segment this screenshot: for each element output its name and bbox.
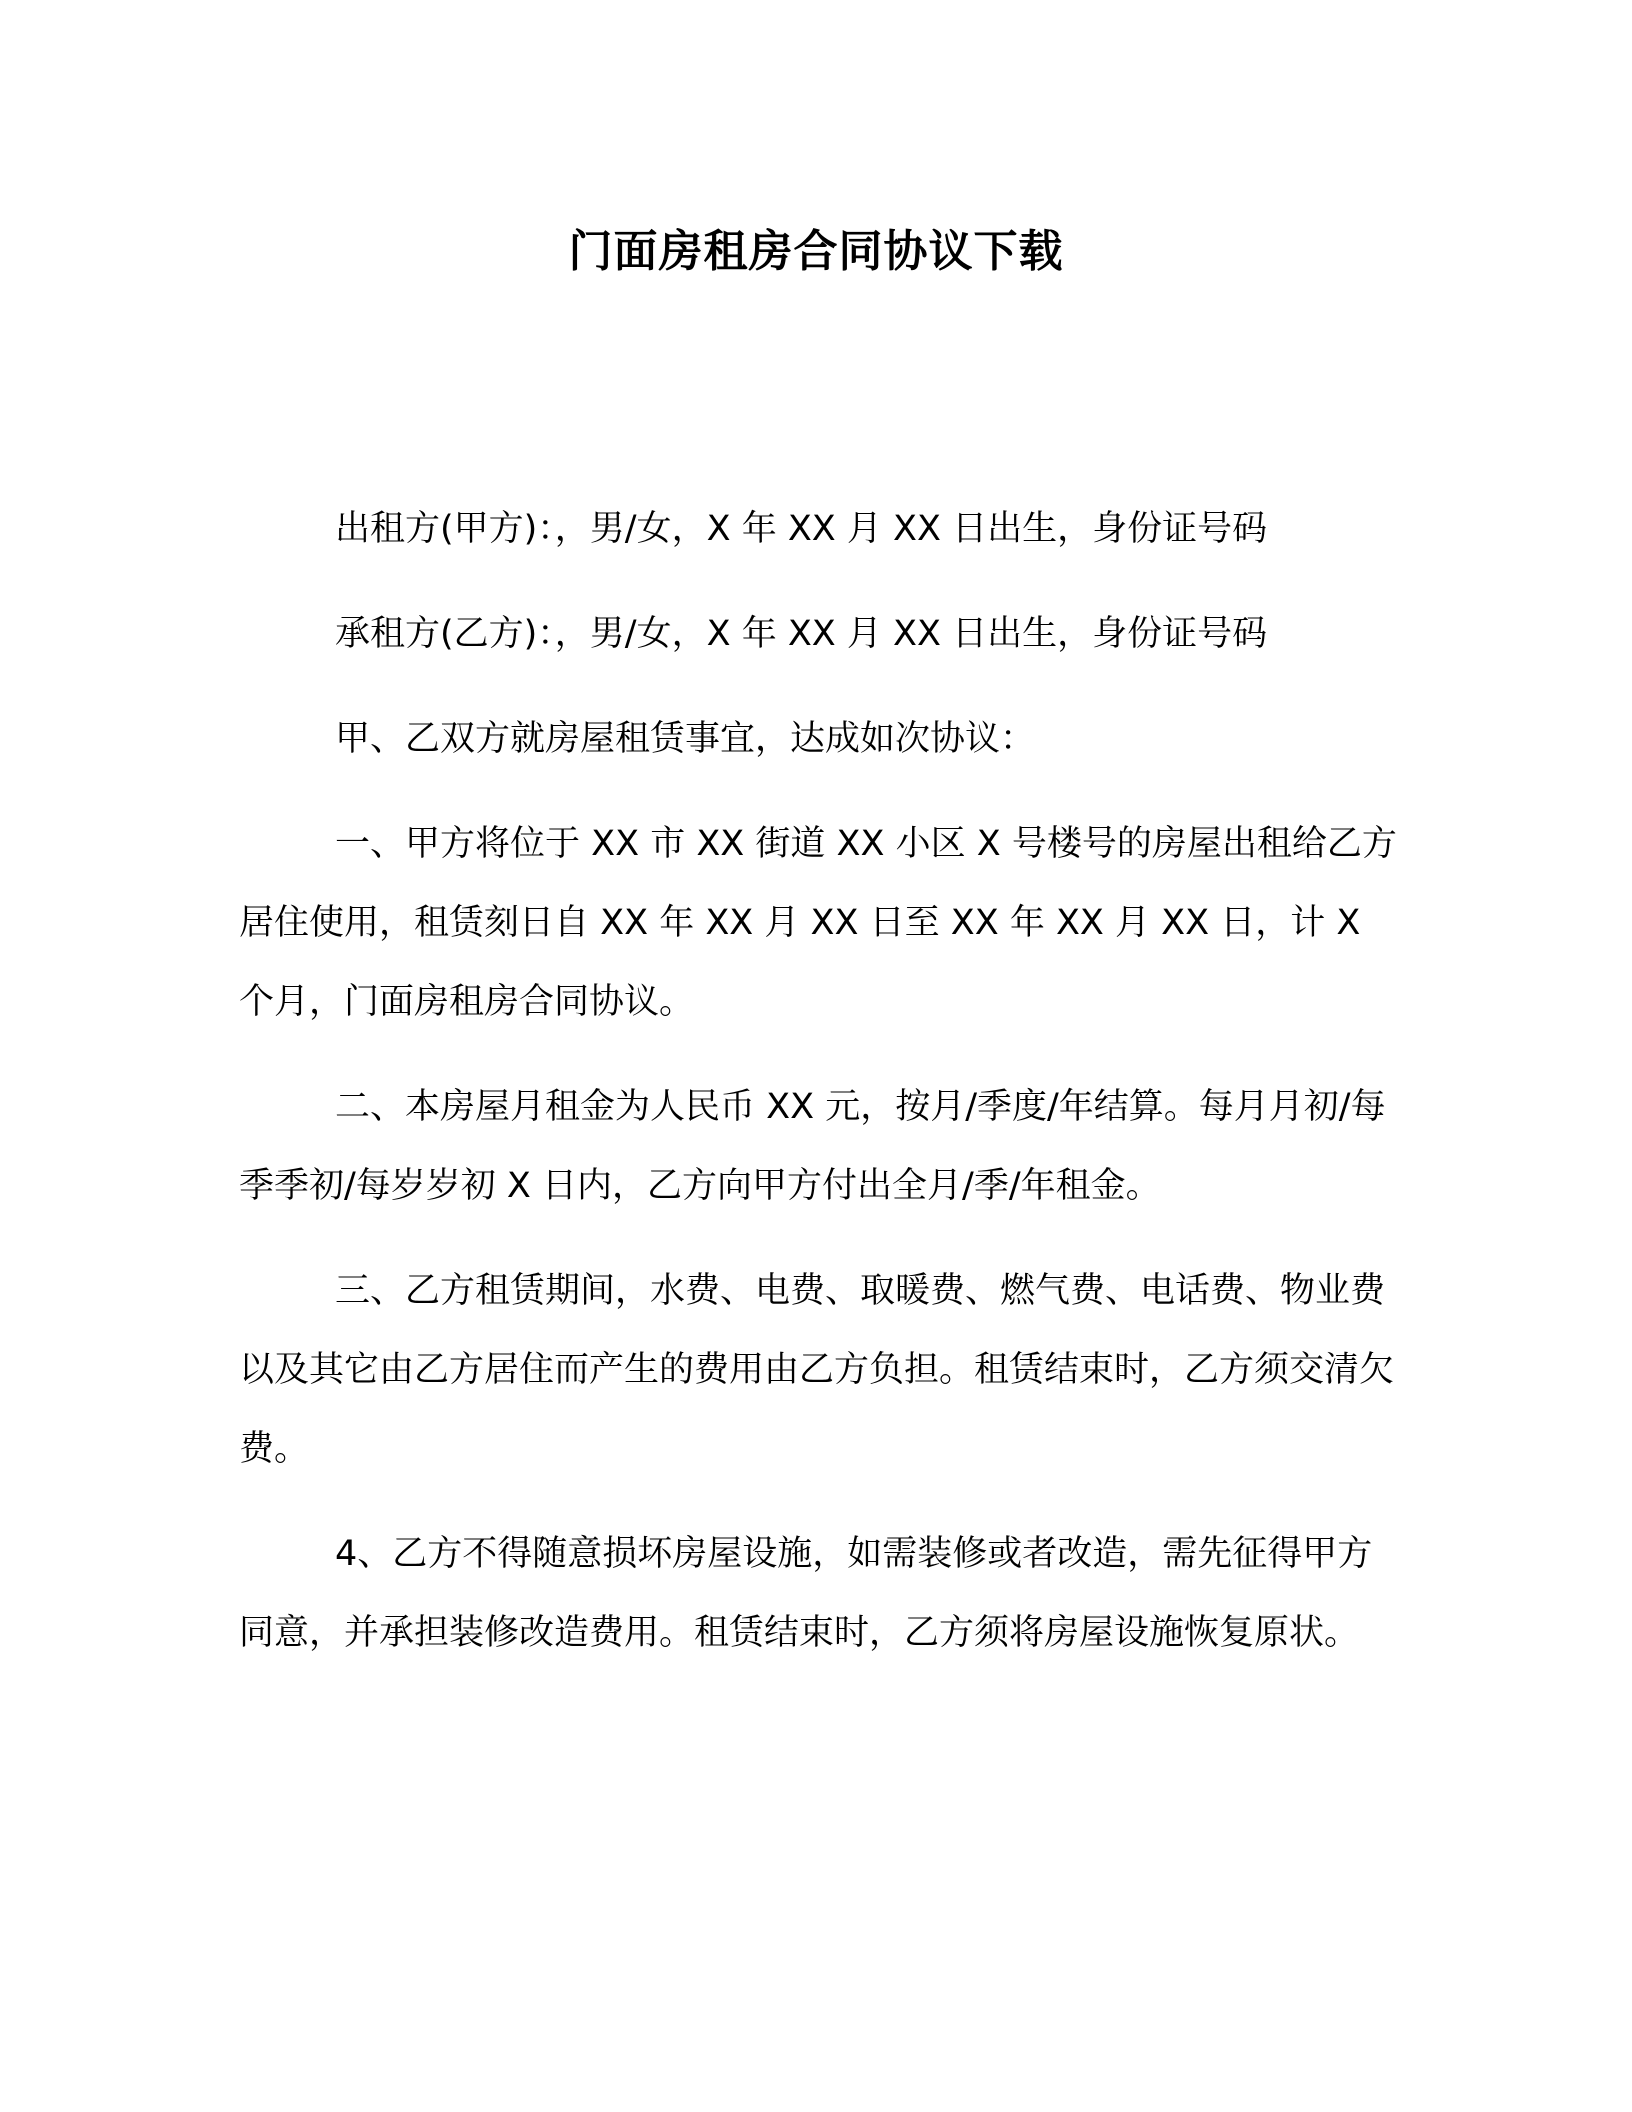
paragraph-lessee: 承租方(乙方)：，男/女，X 年 XX 月 XX 日出生，身份证号码 [335, 614, 1268, 654]
paragraph-agreement-intro: 甲、乙双方就房屋租赁事宜，达成如次协议： [335, 719, 1036, 759]
paragraph-clause-4: 4、乙方不得随意损坏房屋设施，如需装修或者改造，需先征得甲方同意，并承担装修改造费用。租赁结束时，乙方须将房屋设施恢复原状。 [239, 1534, 1373, 1653]
document-title: 门面房租房合同协议下载 [568, 226, 1064, 277]
paragraph-lessor: 出租方(甲方)：，男/女，X 年 XX 月 XX 日出生，身份证号码 [335, 509, 1268, 549]
paragraph-clause-1: 一、甲方将位于 XX 市 XX 街道 XX 小区 X 号楼号的房屋出租给乙方居住使用，租赁刻日自 XX 年 XX 月 XX 日至 XX 年 XX 月 XX 日，计 X 个月，门面房租房合同协议。 [239, 824, 1397, 1022]
document-body [239, 490, 1399, 1699]
paragraph-clause-3: 三、乙方租赁期间，水费、电费、取暖费、燃气费、电话费、物业费以及其它由乙方居住而产生的费用由乙方负担。租赁结束时，乙方须交清欠费。 [239, 1271, 1395, 1469]
paragraph-clause-2: 二、本房屋月租金为人民币 XX 元，按月/季度/年结算。每月月初/每季季初/每岁岁初 X 日内，乙方向甲方付出全月/季/年租金。 [239, 1087, 1386, 1206]
